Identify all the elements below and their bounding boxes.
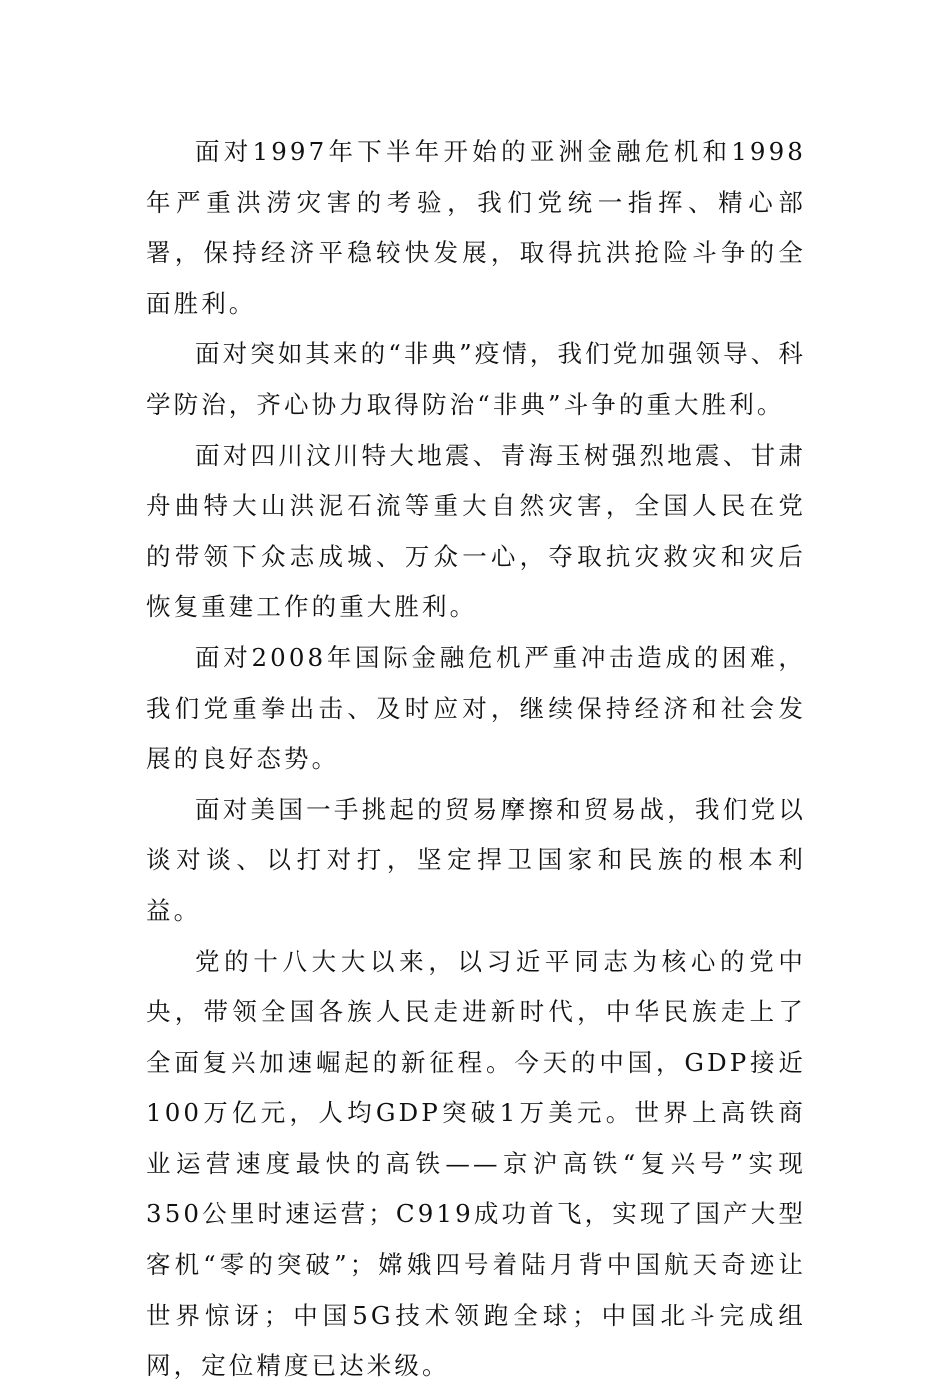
- paragraph-sars: 面对突如其来的“非典”疫情，我们党加强领导、科学防治，齐心协力取得防治“非典”斗争的重大胜利。: [146, 339, 806, 419]
- paragraph-natural-disasters: 面对四川汶川特大地震、青海玉树强烈地震、甘肃舟曲特大山洪泥石流等重大自然灾害，全国人民在党的带领下众志成城、万众一心，夺取抗灾救灾和灾后恢复重建工作的重大胜利。: [146, 440, 806, 622]
- paragraph-trade-war: 面对美国一手挑起的贸易摩擦和贸易战，我们党以谈对谈、以打对打，坚定捍卫国家和民族的根本利益。: [146, 794, 806, 925]
- paragraph-new-era-achievements: 党的十八大大以来，以习近平同志为核心的党中央，带领全国各族人民走进新时代，中华民族走上了全面复兴加速崛起的新征程。今天的中国，GDP接近100万亿元，人均GDP突破1万美元。世界上高铁商业运营速度最快的高铁——京沪高铁“复兴号”实现350公里时速运营；C919成功首飞，实现了国产大型客机“零的突破”；嫦娥四号着陆月背中国航天奇迹让世界惊讶；中国5G技术领跑全球；中国北斗完成组网，定位精度已达米级。: [146, 946, 806, 1381]
- document-body: [146, 127, 806, 1392]
- paragraph-asian-financial-crisis: 面对1997年下半年开始的亚洲金融危机和1998年严重洪涝灾害的考验，我们党统一指挥、精心部署，保持经济平稳较快发展，取得抗洪抢险斗争的全面胜利。: [146, 137, 806, 318]
- paragraph-2008-financial-crisis: 面对2008年国际金融危机严重冲击造成的困难，我们党重拳出击、及时应对，继续保持经济和社会发展的良好态势。: [146, 642, 806, 774]
